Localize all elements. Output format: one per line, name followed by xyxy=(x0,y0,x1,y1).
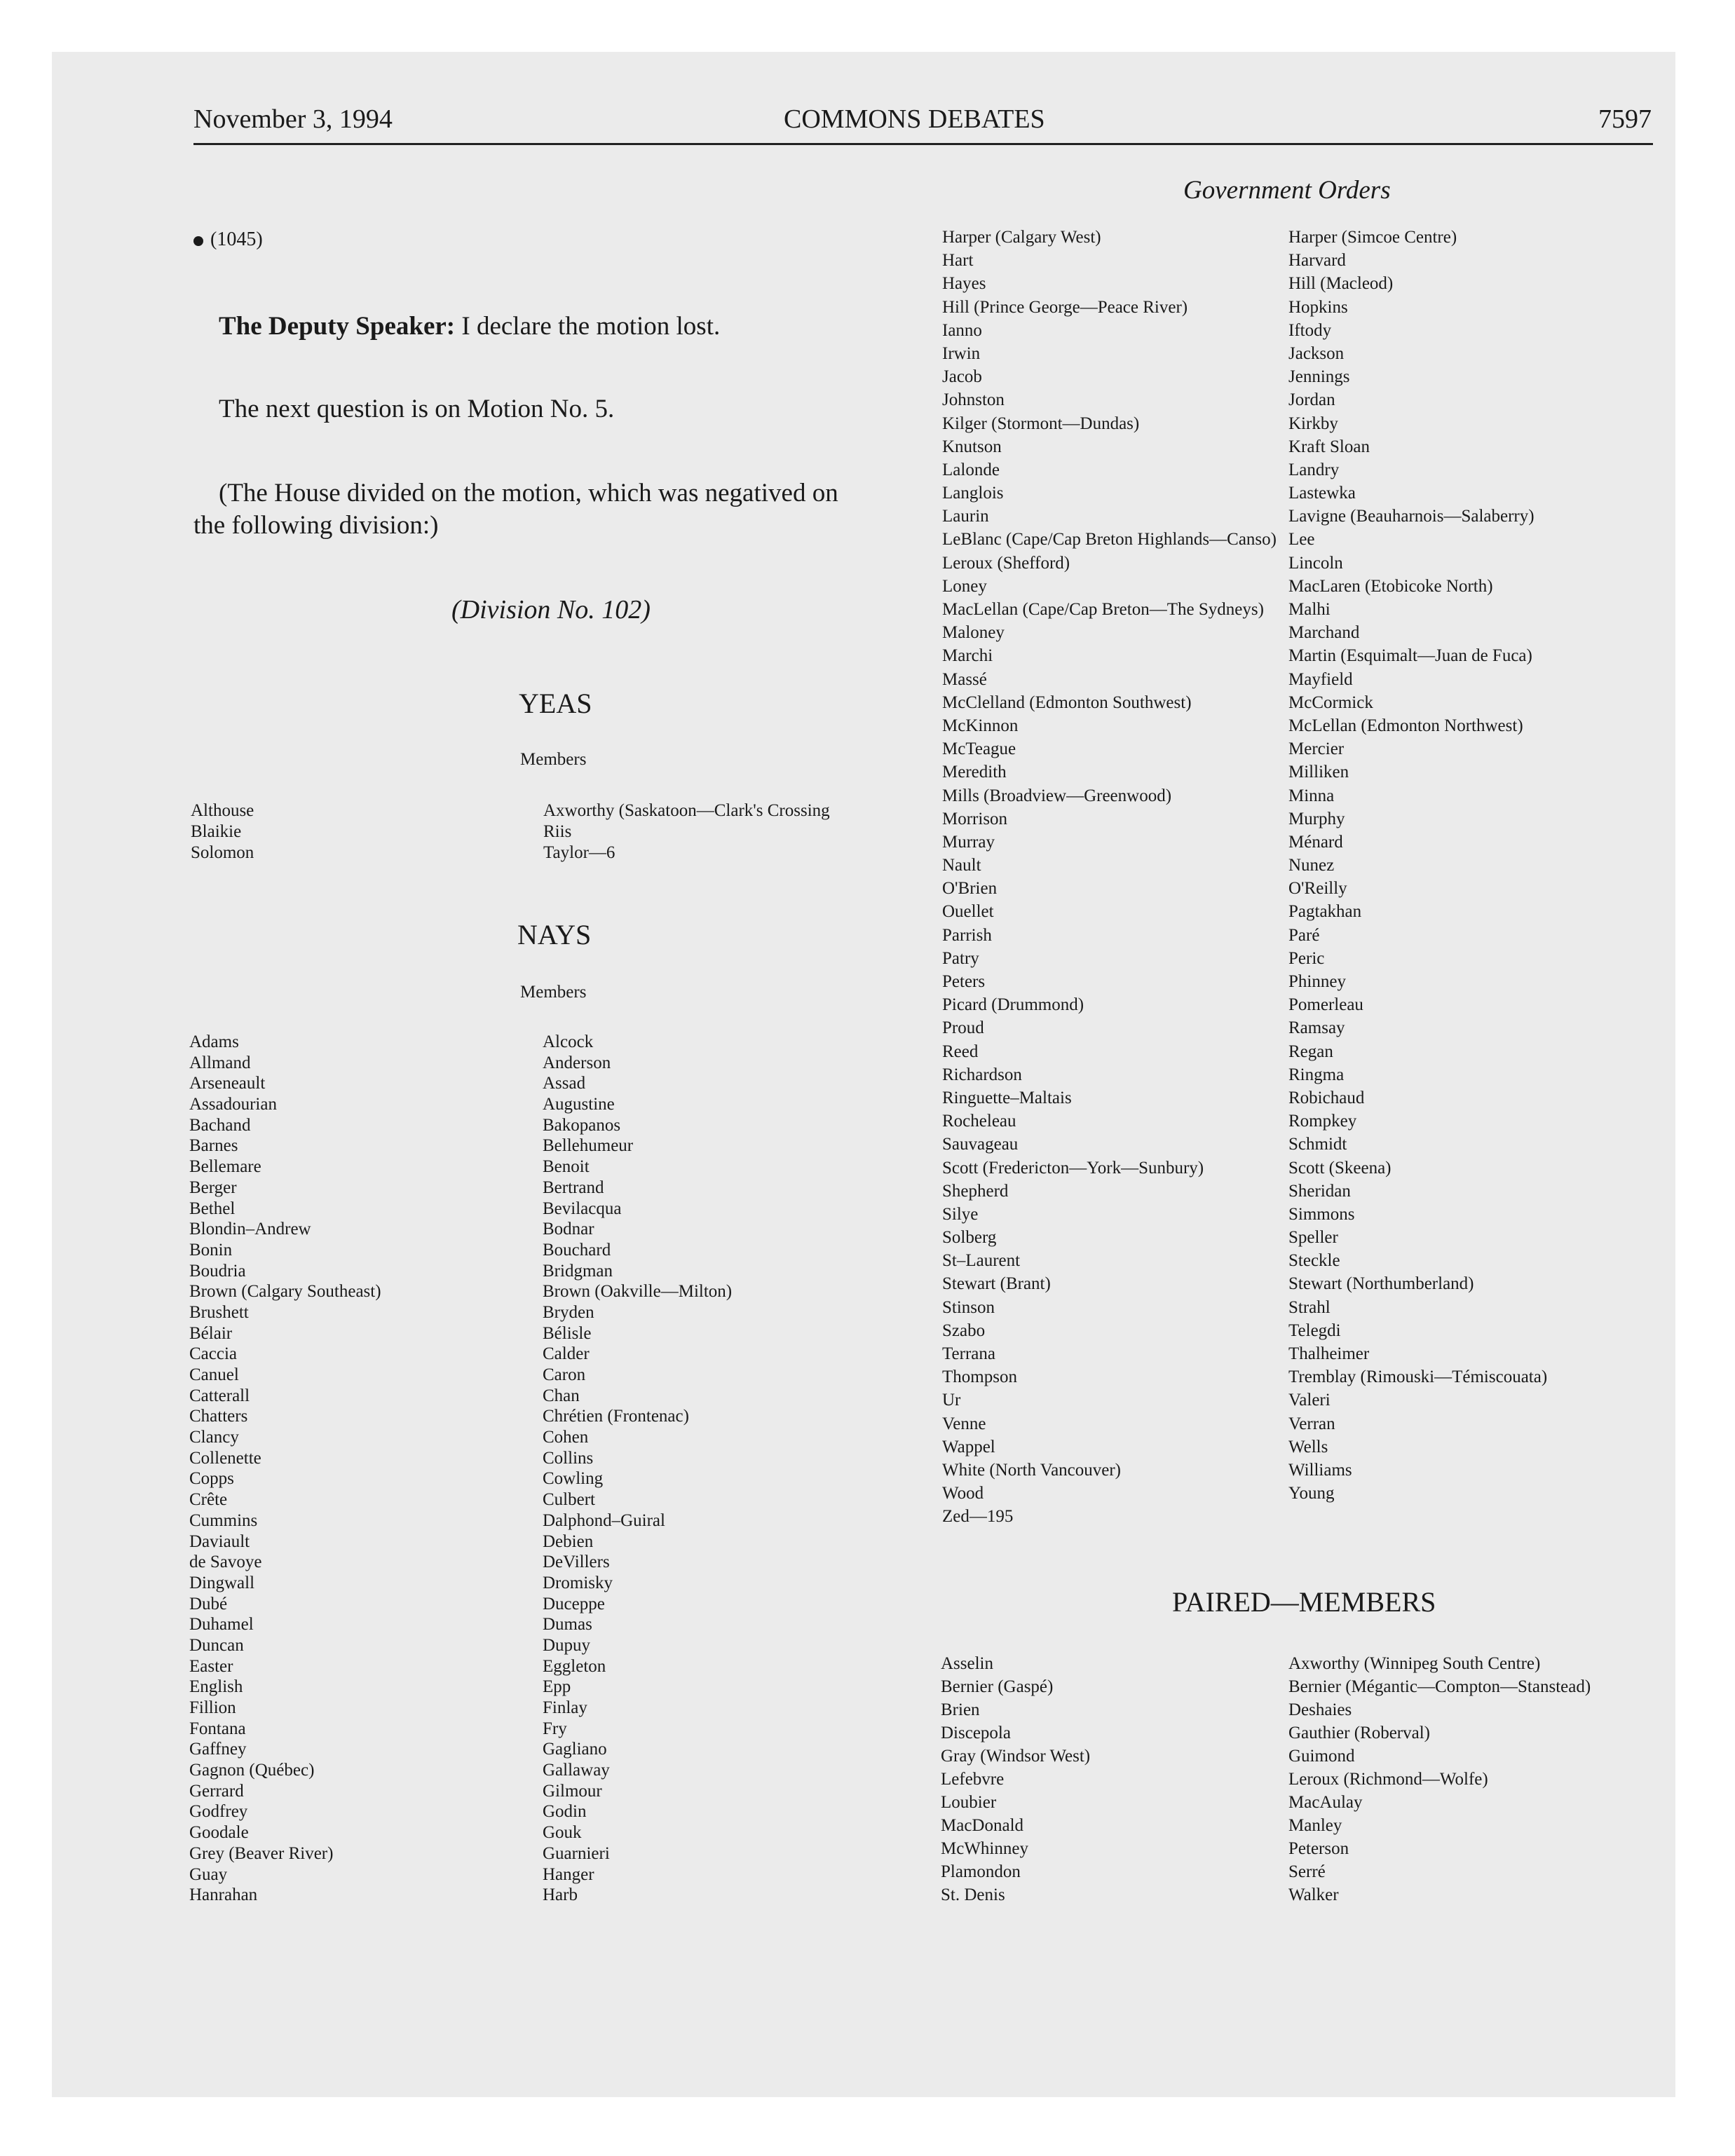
member-name: Bakopanos xyxy=(543,1115,621,1135)
member-name: Thompson xyxy=(942,1367,1017,1387)
member-name: McCormick xyxy=(1288,692,1373,712)
member-name: Eggleton xyxy=(543,1656,606,1676)
member-name: Bellemare xyxy=(189,1157,261,1177)
member-name: Lavigne (Beauharnois—Salaberry) xyxy=(1288,507,1535,526)
member-name: Leroux (Shefford) xyxy=(942,553,1070,573)
member-name: Copps xyxy=(189,1469,234,1489)
nays-column-2 xyxy=(543,1032,732,1906)
time-stamp xyxy=(193,228,263,251)
member-name: Irwin xyxy=(942,343,981,363)
member-name: Adams xyxy=(189,1032,239,1051)
member-name: Murray xyxy=(942,832,995,852)
member-name: Gauthier (Roberval) xyxy=(1288,1724,1431,1742)
member-name: Duhamel xyxy=(189,1615,254,1635)
member-name: Hill (Prince George—Peace River) xyxy=(942,297,1188,317)
member-name: Ur xyxy=(942,1391,961,1410)
member-name: Assadourian xyxy=(189,1095,277,1114)
member-name: Bevilacqua xyxy=(543,1199,622,1218)
nays-column-1 xyxy=(189,1032,381,1906)
member-name: Reed xyxy=(942,1042,979,1061)
member-name: Jackson xyxy=(1288,343,1345,363)
member-name: Dumas xyxy=(543,1615,592,1635)
member-name: Gouk xyxy=(543,1823,582,1843)
member-name: Zed—195 xyxy=(942,1507,1014,1527)
member-name: Nault xyxy=(942,856,981,875)
member-name: Richardson xyxy=(942,1065,1022,1084)
member-name: Langlois xyxy=(942,484,1004,503)
member-name: Ménard xyxy=(1288,832,1343,852)
member-name: Allmand xyxy=(189,1053,251,1072)
member-name: Tremblay (Rimouski—Témiscouata) xyxy=(1288,1367,1548,1387)
member-name: McLellan (Edmonton Northwest) xyxy=(1288,716,1523,735)
page-number: 7597 xyxy=(1598,104,1652,134)
member-name: McWhinney xyxy=(941,1839,1028,1858)
yeas-members-label: Members xyxy=(520,750,587,769)
member-name: Marchand xyxy=(1288,623,1360,643)
member-name: Althouse xyxy=(191,801,254,820)
member-name: Ianno xyxy=(942,320,982,340)
member-name: White (North Vancouver) xyxy=(942,1460,1122,1480)
speaker-name: The Deputy Speaker: xyxy=(219,312,456,341)
member-name: Pomerleau xyxy=(1288,995,1363,1015)
member-name: Parrish xyxy=(942,925,992,945)
member-name: Chrétien (Frontenac) xyxy=(543,1407,689,1426)
member-name: Telegdi xyxy=(1288,1321,1341,1340)
member-name: Pagtakhan xyxy=(1288,902,1362,922)
member-name: Szabo xyxy=(942,1321,986,1340)
member-name: Solberg xyxy=(942,1228,997,1248)
member-name: Leroux (Richmond—Wolfe) xyxy=(1288,1770,1488,1789)
member-name: Dingwall xyxy=(189,1573,255,1592)
member-name: Maloney xyxy=(942,623,1005,643)
member-name: Guay xyxy=(189,1864,228,1884)
member-name: Cowling xyxy=(543,1469,604,1489)
member-name: Goodale xyxy=(189,1823,249,1843)
member-name: McKinnon xyxy=(942,716,1019,735)
member-name: Asselin xyxy=(941,1654,993,1673)
member-name: Culbert xyxy=(543,1490,595,1510)
member-name: Lastewka xyxy=(1288,484,1356,503)
member-name: Jennings xyxy=(1288,367,1350,387)
nays-members-label: Members xyxy=(520,983,587,1002)
member-name: Duncan xyxy=(189,1635,244,1655)
speaker-text: I declare the motion lost. xyxy=(455,312,721,341)
member-name: Ramsay xyxy=(1288,1018,1345,1038)
member-name: Hayes xyxy=(942,274,986,294)
member-name: Calder xyxy=(543,1344,590,1364)
bullet-icon xyxy=(193,236,203,246)
member-name: Hanger xyxy=(543,1864,594,1884)
speaker-statement xyxy=(219,310,720,343)
member-name: Valeri xyxy=(1288,1391,1331,1410)
member-name: Thalheimer xyxy=(1288,1344,1370,1363)
member-name: Lincoln xyxy=(1288,553,1343,573)
member-name: Brown (Calgary Southeast) xyxy=(189,1282,381,1302)
member-name: McClelland (Edmonton Southwest) xyxy=(942,692,1192,712)
member-name: Lefebvre xyxy=(941,1770,1005,1789)
member-name: Loubier xyxy=(941,1793,997,1812)
member-name: Stewart (Brant) xyxy=(942,1274,1051,1294)
member-name: Wappel xyxy=(942,1437,995,1456)
member-name: Paré xyxy=(1288,925,1320,945)
member-name: Hill (Macleod) xyxy=(1288,274,1394,294)
header-publication: COMMONS DEBATES xyxy=(784,104,1045,134)
member-name: Collins xyxy=(543,1448,594,1468)
paired-column-2 xyxy=(1288,1652,1591,1906)
member-name: MacAulay xyxy=(1288,1793,1363,1812)
member-name: Serré xyxy=(1288,1862,1326,1881)
member-name: Johnston xyxy=(942,390,1005,410)
member-name: Lalonde xyxy=(942,460,1000,479)
member-name: Steckle xyxy=(1288,1251,1340,1271)
member-name: Speller xyxy=(1288,1228,1338,1248)
member-name: Bertrand xyxy=(543,1178,604,1197)
member-name: Ringuette–Maltais xyxy=(942,1088,1072,1107)
yeas-column-1 xyxy=(191,800,254,864)
member-name: Milliken xyxy=(1288,763,1349,782)
member-name: Godfrey xyxy=(189,1802,248,1822)
member-name: Assad xyxy=(543,1074,586,1093)
member-name: Proud xyxy=(942,1018,984,1038)
member-name: Regan xyxy=(1288,1042,1333,1061)
member-name: Scott (Skeena) xyxy=(1288,1158,1392,1178)
division-note-line2: the following division:) xyxy=(193,511,439,540)
division-note-line1: (The House divided on the motion, which was negatived on xyxy=(219,479,838,507)
member-name: Canuel xyxy=(189,1365,239,1384)
member-name: Deshaies xyxy=(1288,1700,1352,1719)
member-name: Chatters xyxy=(189,1407,248,1426)
member-name: Cummins xyxy=(189,1510,258,1530)
member-name: Kirkby xyxy=(1288,414,1338,433)
member-name: Strahl xyxy=(1288,1297,1331,1317)
nays-heading: NAYS xyxy=(517,919,592,950)
member-name: Picard (Drummond) xyxy=(942,995,1084,1015)
member-name: Clancy xyxy=(189,1428,239,1447)
paired-column-1 xyxy=(941,1652,1090,1906)
member-name: Wood xyxy=(942,1484,984,1503)
member-name: Bouchard xyxy=(543,1240,611,1260)
member-name: Blaikie xyxy=(191,822,242,841)
member-name: Peterson xyxy=(1288,1839,1349,1858)
member-name: Bernier (Mégantic—Compton—Stanstead) xyxy=(1288,1677,1591,1696)
member-name: Murphy xyxy=(1288,809,1345,828)
member-name: Debien xyxy=(543,1531,594,1551)
member-name: Williams xyxy=(1288,1460,1352,1480)
member-name: Fillion xyxy=(189,1698,236,1717)
member-name: St–Laurent xyxy=(942,1251,1021,1271)
member-name: Hanrahan xyxy=(189,1885,258,1905)
member-name: Grey (Beaver River) xyxy=(189,1843,334,1863)
member-name: Peters xyxy=(942,972,986,991)
nays-column-4 xyxy=(1288,226,1547,1505)
member-name: Nunez xyxy=(1288,856,1335,875)
member-name: Verran xyxy=(1288,1414,1335,1433)
member-name: Duceppe xyxy=(543,1594,605,1613)
member-name: Gerrard xyxy=(189,1781,244,1801)
member-name: Brien xyxy=(941,1700,980,1719)
member-name: Harvard xyxy=(1288,251,1346,271)
section-title: Government Orders xyxy=(1183,176,1391,205)
member-name: Meredith xyxy=(942,763,1007,782)
member-name: Hopkins xyxy=(1288,297,1348,317)
member-name: Daviault xyxy=(189,1531,250,1551)
member-name: Loney xyxy=(942,576,987,596)
member-name: Berger xyxy=(189,1178,237,1197)
member-name: O'Brien xyxy=(942,879,998,899)
member-name: Bonin xyxy=(189,1240,233,1260)
member-name: Gray (Windsor West) xyxy=(941,1747,1091,1766)
member-name: Shepherd xyxy=(942,1181,1009,1201)
member-name: Laurin xyxy=(942,507,989,526)
member-name: Axworthy (Winnipeg South Centre) xyxy=(1288,1654,1541,1673)
member-name: Brushett xyxy=(189,1302,249,1322)
member-name: Axworthy (Saskatoon—Clark's Crossing xyxy=(543,801,830,820)
member-name: Knutson xyxy=(942,437,1002,456)
member-name: Bodnar xyxy=(543,1220,594,1239)
member-name: Malhi xyxy=(1288,600,1331,619)
member-name: Terrana xyxy=(942,1344,995,1363)
member-name: Iftody xyxy=(1288,320,1332,340)
member-name: Dalphond–Guiral xyxy=(543,1510,665,1530)
member-name: Godin xyxy=(543,1802,587,1822)
member-name: Bryden xyxy=(543,1302,594,1322)
member-name: English xyxy=(189,1677,243,1697)
member-name: Epp xyxy=(543,1677,571,1697)
paired-heading: PAIRED—MEMBERS xyxy=(1172,1586,1436,1618)
member-name: Dupuy xyxy=(543,1635,591,1655)
member-name: Massé xyxy=(942,669,987,689)
next-question: The next question is on Motion No. 5. xyxy=(219,395,615,423)
member-name: MacLellan (Cape/Cap Breton—The Sydneys) xyxy=(942,600,1264,619)
member-name: Alcock xyxy=(543,1032,594,1051)
member-name: Cohen xyxy=(543,1428,589,1447)
member-name: Schmidt xyxy=(1288,1135,1347,1154)
member-name: Kilger (Stormont—Dundas) xyxy=(942,414,1140,433)
member-name: Sheridan xyxy=(1288,1181,1351,1201)
member-name: DeVillers xyxy=(543,1553,610,1572)
member-name: Harper (Calgary West) xyxy=(942,228,1101,247)
member-name: Bernier (Gaspé) xyxy=(941,1677,1054,1696)
member-name: Mayfield xyxy=(1288,669,1353,689)
member-name: Easter xyxy=(189,1656,233,1676)
member-name: Riis xyxy=(543,822,572,841)
member-name: O'Reilly xyxy=(1288,879,1347,899)
member-name: Brown (Oakville—Milton) xyxy=(543,1282,733,1302)
nays-column-3 xyxy=(942,226,1277,1529)
member-name: Sauvageau xyxy=(942,1135,1019,1154)
member-name: Simmons xyxy=(1288,1204,1355,1224)
member-name: Walker xyxy=(1288,1885,1339,1904)
member-name: Crête xyxy=(189,1490,228,1510)
member-name: de Savoye xyxy=(189,1553,262,1572)
member-name: Ouellet xyxy=(942,902,994,922)
member-name: Stinson xyxy=(942,1297,995,1317)
member-name: Rocheleau xyxy=(942,1112,1016,1131)
member-name: Mercier xyxy=(1288,739,1345,759)
member-name: Anderson xyxy=(543,1053,611,1072)
member-name: Martin (Esquimalt—Juan de Fuca) xyxy=(1288,646,1532,666)
member-name: Guimond xyxy=(1288,1747,1355,1766)
member-name: Boudria xyxy=(189,1261,246,1281)
member-name: Bachand xyxy=(189,1115,251,1135)
yeas-column-2 xyxy=(543,800,830,864)
member-name: Venne xyxy=(942,1414,986,1433)
member-name: Mills (Broadview—Greenwood) xyxy=(942,786,1172,805)
member-name: Stewart (Northumberland) xyxy=(1288,1274,1474,1294)
member-name: Hart xyxy=(942,251,974,271)
member-name: Taylor—6 xyxy=(543,843,615,862)
member-name: Blondin–Andrew xyxy=(189,1220,311,1239)
division-number: (Division No. 102) xyxy=(451,595,651,625)
header-date: November 3, 1994 xyxy=(193,104,393,134)
member-name: MacLaren (Etobicoke North) xyxy=(1288,576,1493,596)
member-name: Bélair xyxy=(189,1323,233,1343)
member-name: MacDonald xyxy=(941,1816,1024,1835)
member-name: Fry xyxy=(543,1719,567,1738)
member-name: Catterall xyxy=(189,1386,250,1405)
member-name: Finlay xyxy=(543,1698,587,1717)
member-name: Morrison xyxy=(942,809,1008,828)
member-name: Dubé xyxy=(189,1594,228,1613)
member-name: Manley xyxy=(1288,1816,1342,1835)
member-name: Gagnon (Québec) xyxy=(189,1761,315,1780)
member-name: Young xyxy=(1288,1484,1335,1503)
member-name: Wells xyxy=(1288,1437,1328,1456)
member-name: Bridgman xyxy=(543,1261,613,1281)
member-name: Jordan xyxy=(1288,390,1335,410)
member-name: Marchi xyxy=(942,646,993,666)
member-name: Harper (Simcoe Centre) xyxy=(1288,228,1457,247)
member-name: Minna xyxy=(1288,786,1335,805)
member-name: Bethel xyxy=(189,1199,236,1218)
member-name: Dromisky xyxy=(543,1573,613,1592)
member-name: St. Denis xyxy=(941,1885,1005,1904)
member-name: LeBlanc (Cape/Cap Breton Highlands—Canso) xyxy=(942,530,1277,550)
member-name: Bellehumeur xyxy=(543,1136,634,1156)
member-name: Caccia xyxy=(189,1344,238,1364)
member-name: Peric xyxy=(1288,948,1325,968)
member-name: Augustine xyxy=(543,1095,615,1114)
member-name: Robichaud xyxy=(1288,1088,1365,1107)
time-stamp-text: (1045) xyxy=(210,228,263,250)
member-name: Silye xyxy=(942,1204,979,1224)
member-name: Patry xyxy=(942,948,979,968)
member-name: Chan xyxy=(543,1386,580,1405)
member-name: Landry xyxy=(1288,460,1340,479)
member-name: Discepola xyxy=(941,1724,1011,1742)
member-name: Collenette xyxy=(189,1448,261,1468)
member-name: Harb xyxy=(543,1885,578,1905)
member-name: Gagliano xyxy=(543,1740,607,1759)
member-name: Solomon xyxy=(191,843,254,862)
member-name: Bélisle xyxy=(543,1323,592,1343)
member-name: Guarnieri xyxy=(543,1843,610,1863)
member-name: Ringma xyxy=(1288,1065,1345,1084)
member-name: Phinney xyxy=(1288,972,1346,991)
yeas-heading: YEAS xyxy=(519,688,592,719)
member-name: Barnes xyxy=(189,1136,238,1156)
member-name: Benoit xyxy=(543,1157,590,1177)
member-name: Rompkey xyxy=(1288,1112,1357,1131)
member-name: Scott (Fredericton—York—Sunbury) xyxy=(942,1158,1204,1178)
member-name: Gaffney xyxy=(189,1740,247,1759)
member-name: Gilmour xyxy=(543,1781,602,1801)
member-name: Gallaway xyxy=(543,1761,610,1780)
member-name: Lee xyxy=(1288,530,1315,550)
member-name: McTeague xyxy=(942,739,1016,759)
member-name: Kraft Sloan xyxy=(1288,437,1370,456)
member-name: Arseneault xyxy=(189,1074,266,1093)
member-name: Jacob xyxy=(942,367,982,387)
member-name: Plamondon xyxy=(941,1862,1021,1881)
header-rule xyxy=(193,143,1653,145)
member-name: Caron xyxy=(543,1365,586,1384)
member-name: Fontana xyxy=(189,1719,246,1738)
